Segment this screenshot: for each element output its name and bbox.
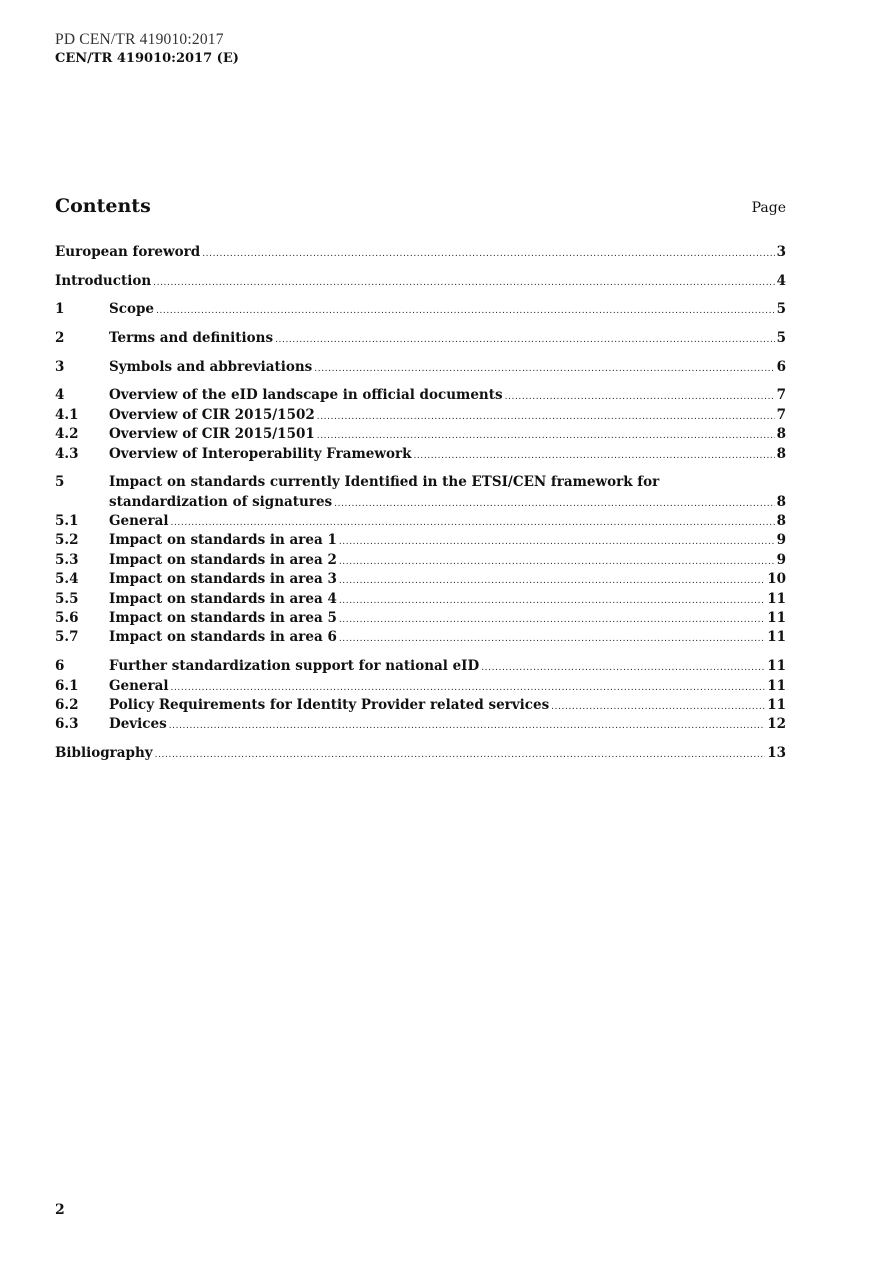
toc-section-number: 1	[55, 301, 65, 318]
toc-page-number: 6	[776, 358, 786, 375]
toc-entry-body	[109, 570, 786, 591]
toc-entry-5[interactable]	[55, 473, 786, 512]
document-id-edition: CEN/TR 419010:2017 (E)	[55, 51, 239, 66]
toc-entry-title: Impact on standards in area 6	[109, 629, 337, 646]
toc-entry-body	[109, 406, 786, 427]
dot-leader	[169, 717, 766, 736]
toc-section-number: 5	[55, 474, 65, 491]
toc-page-number: 8	[776, 493, 786, 510]
toc-entry-title: Impact on standards in area 1	[109, 532, 337, 549]
toc-entry-5-5[interactable]	[55, 590, 786, 609]
dot-leader	[153, 274, 774, 293]
toc-entry-title-line1: Impact on standards currently Identified in the ETSI/CEN framework for	[109, 474, 660, 491]
document-header	[55, 30, 239, 69]
toc-entry-title: Further standardization support for national eID	[109, 658, 480, 675]
toc-section-number: 5.5	[55, 590, 79, 607]
toc-page-number: 11	[767, 629, 786, 646]
toc-section-number: 5.7	[55, 629, 79, 646]
toc-page-number: 7	[776, 387, 786, 404]
toc-entry-title: Terms and definitions	[109, 330, 274, 347]
toc-entry-body	[109, 445, 786, 466]
toc-page-number: 9	[776, 551, 786, 568]
toc-entry-6[interactable]	[55, 657, 786, 676]
toc-entry-2[interactable]	[55, 329, 786, 348]
toc-page-number: 8	[776, 513, 786, 530]
toc-page-number: 7	[776, 406, 786, 423]
toc-entry-5-7[interactable]	[55, 628, 786, 647]
toc-section-number: 6.1	[55, 677, 79, 694]
toc-entry-5-4[interactable]	[55, 570, 786, 589]
toc-section-number: 3	[55, 358, 65, 375]
toc-page-number: 11	[767, 677, 786, 694]
toc-entry-body	[109, 590, 786, 611]
dot-leader	[155, 746, 766, 765]
toc-page-number: 12	[767, 716, 786, 733]
toc-page-number: 11	[767, 610, 786, 627]
toc-page-number: 8	[776, 445, 786, 462]
toc-entry-5-6[interactable]	[55, 609, 786, 628]
toc-page-number: 10	[767, 571, 786, 588]
toc-page-number: 4	[776, 272, 786, 289]
toc-section-number: 6	[55, 658, 65, 675]
dot-leader	[202, 245, 774, 264]
toc-entry-title: Overview of the eID landscape in official documents	[109, 387, 503, 404]
toc-entry-title: Overview of Interoperability Framework	[109, 445, 412, 462]
toc-entry-body	[109, 628, 786, 649]
toc-entry-title: Impact on standards in area 4	[109, 590, 337, 607]
dot-leader	[275, 331, 775, 350]
toc-section-number: 6.3	[55, 716, 79, 733]
dot-leader	[339, 630, 765, 649]
toc-section-number: 5.1	[55, 513, 79, 530]
toc-page-number: 9	[776, 532, 786, 549]
toc-entry-body	[109, 551, 786, 572]
toc-entry-body	[109, 696, 786, 717]
toc-section-number: 5.2	[55, 532, 79, 549]
toc-entry-body	[109, 657, 786, 678]
toc-entry-body	[109, 531, 786, 552]
toc-entry-title: General	[109, 677, 169, 694]
toc-entry-title: Bibliography	[55, 744, 153, 761]
toc-page-number: 3	[776, 244, 786, 260]
toc-entry-title: Overview of CIR 2015/1502	[109, 406, 315, 423]
toc-entry-title: Overview of CIR 2015/1501	[109, 426, 315, 443]
dot-leader	[156, 302, 775, 321]
toc-entry-title: standardization of signatures	[109, 493, 333, 510]
toc-entry-body	[109, 425, 786, 446]
toc-entry-title: Impact on standards in area 2	[109, 551, 337, 568]
toc-entry-4-2[interactable]	[55, 425, 786, 444]
toc-entry-title: Scope	[109, 301, 155, 318]
toc-entry-3[interactable]	[55, 358, 786, 377]
toc-entry-body	[109, 300, 786, 321]
toc-entry-body	[55, 744, 786, 765]
toc-page-number: 11	[767, 590, 786, 607]
toc-entry-body	[109, 358, 786, 379]
toc-page-number: 5	[776, 301, 786, 318]
toc-section-number: 5.6	[55, 610, 79, 627]
toc-entry-4-1[interactable]	[55, 406, 786, 425]
toc-entry-body	[109, 715, 786, 736]
contents-heading: Contents	[55, 195, 151, 217]
toc-section-number: 4.1	[55, 406, 79, 423]
toc-entry-body	[109, 609, 786, 630]
toc-entry-title: Introduction	[55, 272, 152, 289]
toc-entry-title: General	[109, 513, 169, 530]
toc-section-number: 4.2	[55, 426, 79, 443]
toc-entry-title: European foreword	[55, 244, 201, 260]
toc-entry-bibliography[interactable]	[55, 744, 786, 763]
table-of-contents	[55, 243, 786, 763]
dot-leader	[413, 447, 774, 466]
toc-page-number: 11	[767, 696, 786, 713]
toc-entry-body	[109, 493, 786, 514]
toc-page-number: 13	[767, 744, 786, 761]
toc-entry-5-2[interactable]	[55, 531, 786, 550]
toc-entry-5-1[interactable]	[55, 512, 786, 531]
toc-entry-4-3[interactable]	[55, 445, 786, 464]
toc-entry-title: Impact on standards in area 3	[109, 571, 337, 588]
toc-entry-title: Devices	[109, 716, 167, 733]
toc-entry-5-3[interactable]	[55, 551, 786, 570]
toc-section-number: 6.2	[55, 696, 79, 713]
toc-entry-title: Symbols and abbreviations	[109, 358, 313, 375]
toc-entry-1[interactable]	[55, 300, 786, 319]
toc-page-number: 11	[767, 658, 786, 675]
toc-section-number: 4.3	[55, 445, 79, 462]
document-id: PD CEN/TR 419010:2017	[55, 31, 224, 48]
toc-entry-european-foreword[interactable]	[55, 243, 786, 262]
toc-entry-6-3[interactable]	[55, 715, 786, 734]
toc-entry-title: Impact on standards in area 5	[109, 610, 337, 627]
page-column-label: Page	[751, 200, 786, 216]
toc-entry-introduction[interactable]	[55, 272, 786, 291]
toc-entry-body	[55, 272, 786, 293]
toc-section-number: 2	[55, 330, 65, 347]
toc-entry-body	[109, 512, 786, 533]
toc-entry-4[interactable]	[55, 386, 786, 405]
page-number: 2	[55, 1202, 65, 1218]
toc-section-number: 5.3	[55, 551, 79, 568]
toc-entry-body	[55, 243, 786, 264]
toc-entry-title: Policy Requirements for Identity Provider related services	[109, 696, 550, 713]
toc-entry-body	[109, 329, 786, 350]
toc-section-number: 5.4	[55, 571, 79, 588]
toc-entry-body	[109, 386, 786, 407]
toc-entry-body	[109, 677, 786, 698]
dot-leader	[314, 360, 774, 379]
toc-section-number: 4	[55, 387, 65, 404]
toc-page-number: 5	[776, 330, 786, 347]
toc-entry-6-1[interactable]	[55, 677, 786, 696]
toc-entry-6-2[interactable]	[55, 696, 786, 715]
toc-page-number: 8	[776, 426, 786, 443]
